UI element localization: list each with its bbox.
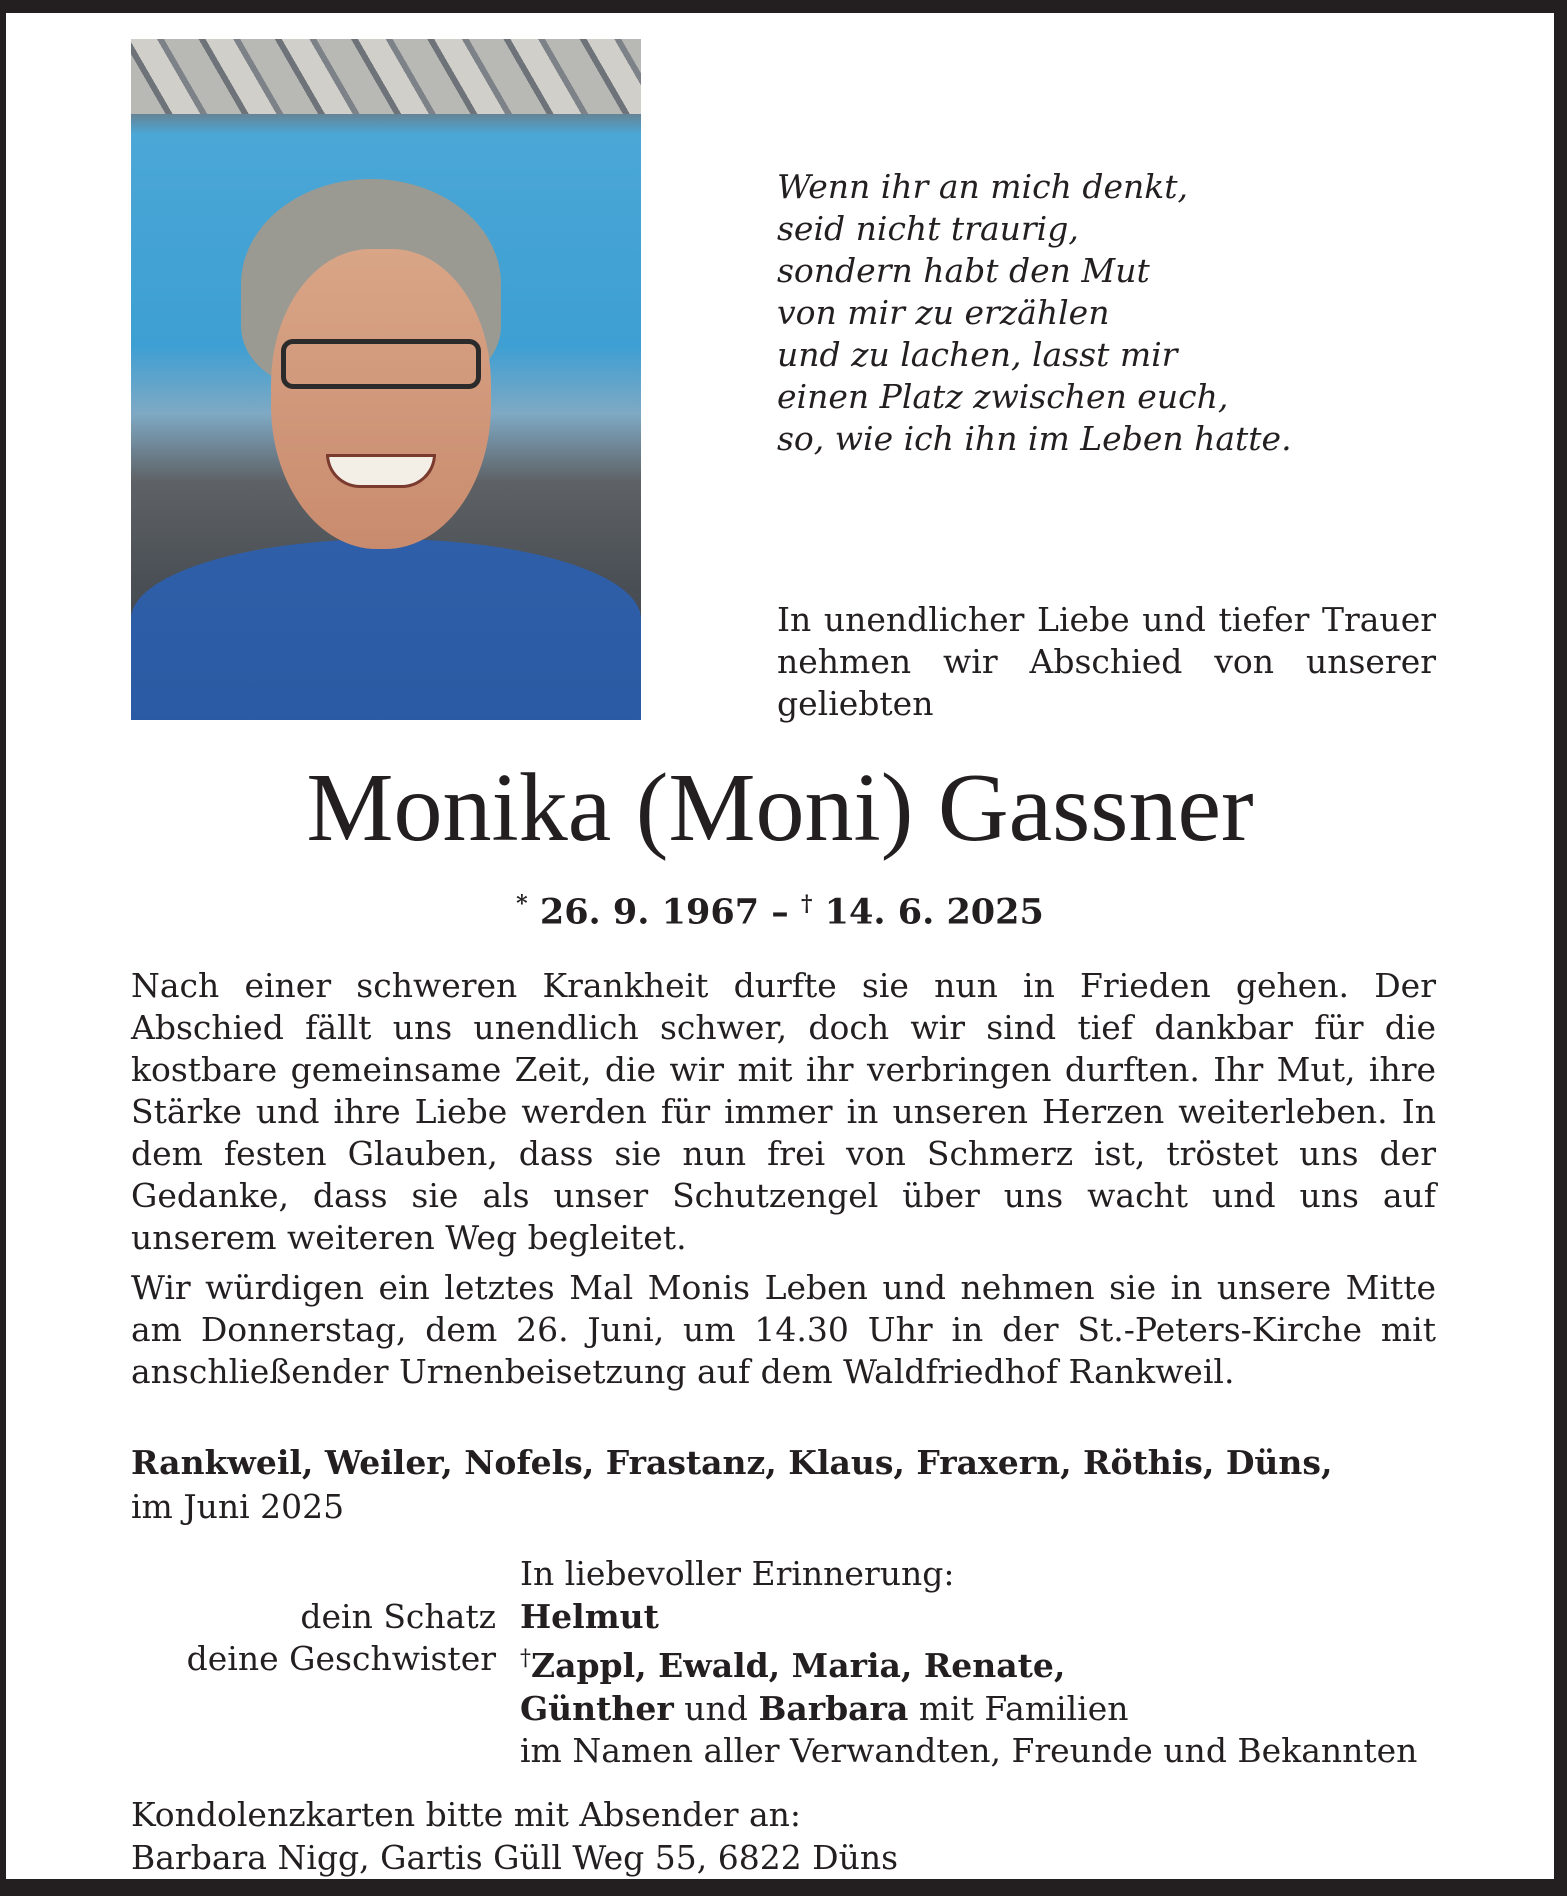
intro-text: In unendlicher Liebe und tiefer Trauer nehmen wir Abschied von unserer geliebten xyxy=(777,600,1436,723)
poem-line: von mir zu erzählen xyxy=(777,293,1110,332)
body-text xyxy=(131,965,1436,1401)
places-block xyxy=(131,1441,1333,1529)
condolence-line: Kondolenzkarten bitte mit Absender an: xyxy=(131,1795,802,1834)
sibling-name: Günther xyxy=(520,1688,674,1728)
closing-line: im Namen aller Verwandten, Freunde und Bekannten xyxy=(520,1731,1418,1770)
poem-line: so, wie ich ihn im Leben hatte. xyxy=(777,419,1292,458)
body-paragraph: Wir würdigen ein letztes Mal Monis Leben und nehmen sie in unsere Mitte am Donnerstag, dem 26. Juni, um 14.30 Uhr in der St.-Peters-Kirche mit anschließender Urnenbeisetzung auf dem Waldfriedhof Rankweil. xyxy=(131,1268,1436,1391)
poem-line: seid nicht traurig, xyxy=(777,209,1079,248)
sibling-name: Barbara xyxy=(758,1688,909,1728)
mourners-block xyxy=(131,1553,1417,1773)
body-paragraph: Nach einer schweren Krankheit durfte sie nun in Frieden gehen. Der Abschied fällt uns unendlich schwer, doch wir sind tief dankbar für die kostbare gemeinsame Zeit, die wir mit ihr verbringen durften. Ihr Mut, ihre Stärke und ihre Liebe werden für immer in unseren Herzen weiterleben. In dem festen Glauben, dass sie nun frei von Schmerz ist, tröstet uns der Gedanke, dass sie als unser Schutzengel über uns wacht und uns auf unserem weiteren Weg begleitet. xyxy=(131,966,1436,1257)
death-symbol: † xyxy=(800,891,813,917)
dagger-symbol: † xyxy=(520,1646,531,1671)
conjunction: und xyxy=(684,1688,748,1728)
places: Rankweil, Weiler, Nofels, Frastanz, Klaus, Fraxern, Röthis, Düns, xyxy=(131,1443,1333,1482)
condolence-address xyxy=(131,1793,898,1879)
date-dash: – xyxy=(771,891,789,933)
poem-line: sondern habt den Mut xyxy=(777,251,1150,290)
poem-line: einen Platz zwischen euch, xyxy=(777,377,1229,416)
siblings-names: Zappl, Ewald, Maria, Renate, xyxy=(531,1646,1066,1685)
partner-name: Helmut xyxy=(520,1596,659,1636)
partner-label: dein Schatz xyxy=(300,1596,496,1636)
poem-line: und zu lachen, lasst mir xyxy=(777,335,1178,374)
poem xyxy=(777,166,1292,460)
families-text: mit Familien xyxy=(918,1688,1129,1728)
condolence-address-line: Barbara Nigg, Gartis Güll Weg 55, 6822 Düns xyxy=(131,1838,899,1877)
birth-symbol: * xyxy=(516,891,528,917)
life-dates xyxy=(6,891,1554,933)
birth-date: 26. 9. 1967 xyxy=(539,891,760,933)
poem-line: Wenn ihr an mich denkt, xyxy=(777,167,1188,206)
obituary-notice xyxy=(6,13,1554,1879)
date-line: im Juni 2025 xyxy=(131,1487,345,1526)
portrait-photo xyxy=(131,39,641,720)
death-date: 14. 6. 2025 xyxy=(824,891,1044,933)
deceased-name: Monika (Moni) Gassner xyxy=(306,754,1254,862)
siblings-label: deine Geschwister xyxy=(186,1639,496,1678)
memory-heading: In liebevoller Erinnerung: xyxy=(520,1554,955,1593)
